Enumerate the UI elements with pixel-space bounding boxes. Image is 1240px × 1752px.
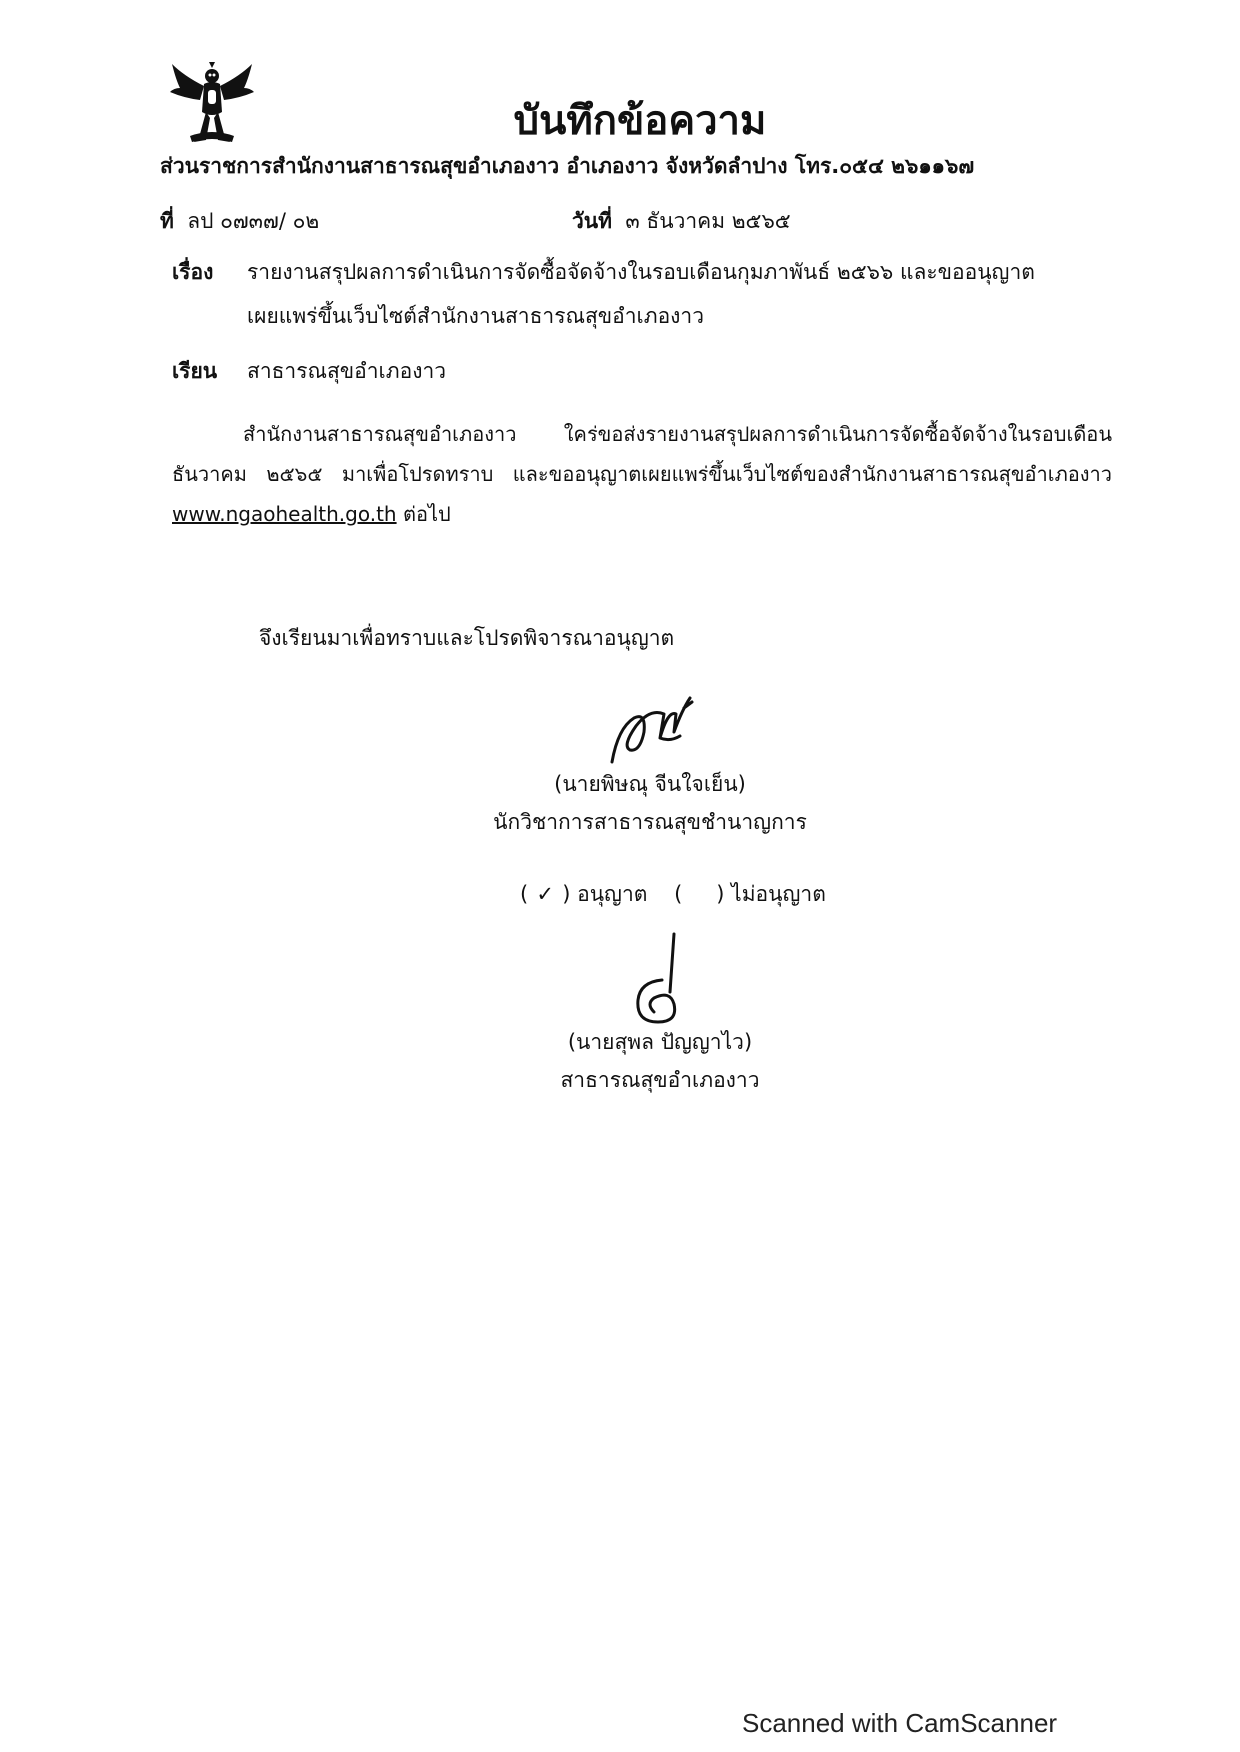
- signature-2-icon: [622, 930, 692, 1030]
- subject-label: เรื่อง: [172, 260, 214, 284]
- scanner-watermark: Scanned with CamScanner: [742, 1708, 1058, 1738]
- approval-line: ( ✓ ) อนุญาต ( ) ไม่อนุญาต: [520, 882, 826, 906]
- date-label: วันที่: [572, 209, 612, 233]
- office-label: ส่วนราชการ: [160, 154, 273, 178]
- signer-2-name: (นายสุพล ปัญญาไว): [567, 1030, 753, 1054]
- signer-1-name: (นายพิษณุ จีนใจเย็น): [554, 772, 746, 796]
- subject-line-1: รายงานสรุปผลการดำเนินการจัดซื้อจัดจ้างในรอบเดือนกุมภาพันธ์ ๒๕๖๖ และขออนุญาต: [247, 260, 1035, 284]
- subject-line-2: เผยแพร่ขึ้นเว็บไซต์สำนักงานสาธารณสุขอำเภองาว: [247, 304, 705, 328]
- reference-line: [160, 205, 319, 238]
- signer-2-position: สาธารณสุขอำเภองาว: [560, 1068, 760, 1092]
- office-value: สำนักงานสาธารณสุขอำเภองาว อำเภองาว จังหวัดลำปาง โทร.๐๕๔ ๒๖๑๑๖๗: [272, 154, 975, 178]
- reject-label: ไม่อนุญาต: [731, 882, 826, 906]
- body-end-text: ต่อไป: [402, 502, 451, 526]
- office-line: [160, 150, 974, 183]
- date-value: ๓ ธันวาคม ๒๕๖๕: [625, 209, 791, 233]
- reference-number: ลป ๐๗๓๗/ ๐๒: [187, 209, 320, 233]
- document-title: บันทึกข้อความ: [513, 98, 767, 144]
- recipient: สาธารณสุขอำเภองาว: [247, 359, 447, 383]
- approve-checkbox[interactable]: ✓: [536, 882, 554, 906]
- website-link[interactable]: www.ngaohealth.go.th: [172, 502, 397, 526]
- body-main-text: สำนักงานสาธารณสุขอำเภองาว ใคร่ขอส่งรายงานสรุปผลการดำเนินการจัดซื้อจัดจ้างในรอบเดือน ธันวาคม ๒๕๖๕ มาเพื่อโปรดทราบ และขออนุญาตเผยแพร่ขึ้นเว็บไซต์ของสำนักงานสาธารณสุขอำเภองาว: [172, 422, 1112, 486]
- body-paragraph: [172, 414, 1112, 534]
- date-line: [572, 205, 791, 238]
- closing-line: จึงเรียนมาเพื่อทราบและโปรดพิจารณาอนุญาต: [259, 626, 675, 650]
- recipient-label: เรียน: [172, 359, 218, 383]
- signature-1-icon: [600, 680, 710, 770]
- signer-1-position: นักวิชาการสาธารณสุขชำนาญการ: [493, 810, 807, 834]
- approve-label: อนุญาต: [577, 882, 648, 906]
- reference-label: ที่: [160, 209, 174, 233]
